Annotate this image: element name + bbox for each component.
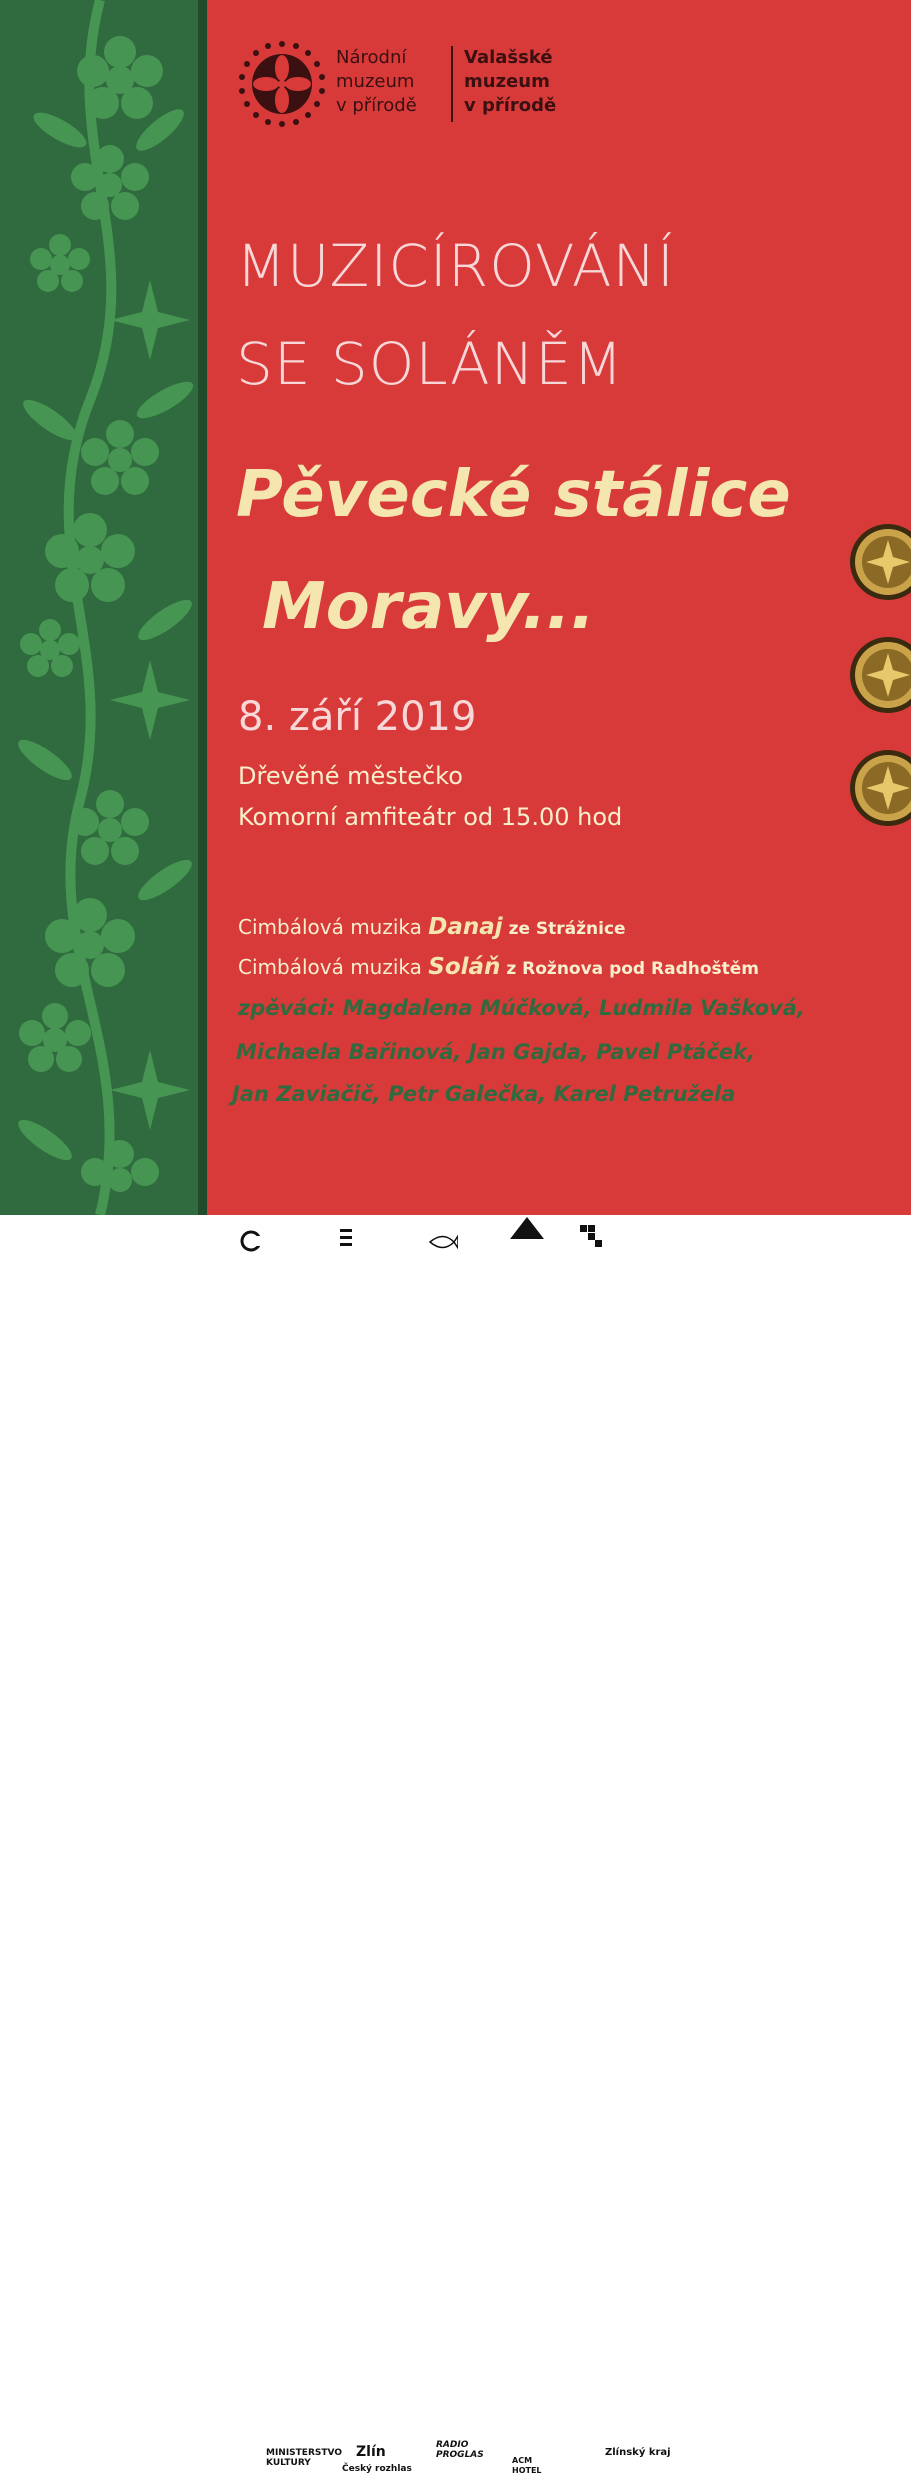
event-date: 8. září 2019 bbox=[238, 694, 477, 740]
sponsor-zlinsky-kraj: Zlínský kraj bbox=[605, 2447, 671, 2458]
zlin-radio-logo-icon bbox=[340, 1229, 354, 1247]
band-prefix: Cimbálová muzika bbox=[238, 915, 429, 939]
band-place: ze Strážnice bbox=[502, 919, 626, 939]
poster-background bbox=[0, 0, 911, 1215]
sponsor-footer bbox=[0, 1215, 911, 2475]
folk-button-icon bbox=[848, 522, 911, 602]
proglas-fish-logo-icon bbox=[428, 1231, 458, 1253]
band-name: Danaj bbox=[428, 914, 503, 940]
venue-line-1: Dřevěné městečko bbox=[238, 762, 463, 790]
subtitle-line-2: Moravy... bbox=[262, 570, 595, 644]
sponsor-proglas: RADIO PROGLAS bbox=[436, 2440, 484, 2460]
band-name: Soláň bbox=[428, 954, 501, 980]
folk-button-icon bbox=[848, 635, 911, 715]
singers-line-2: Michaela Bařinová, Jan Gajda, Pavel Ptáček, bbox=[236, 1040, 756, 1064]
sponsor-ministerstvo: MINISTERSTVO KULTURY bbox=[266, 2448, 342, 2468]
logo-name-wallachian: Valašské muzeum v přírodě bbox=[464, 47, 557, 116]
singers-line-3: Jan Zaviačič, Petr Galečka, Karel Petružela bbox=[232, 1082, 736, 1106]
singers-line-1: zpěváci: Magdalena Múčková, Ludmila Vašková, bbox=[238, 996, 805, 1020]
title-line-2: SE SOLÁNĚM bbox=[236, 330, 624, 398]
band-line-1 bbox=[238, 914, 626, 940]
logo-name-national: Národní muzeum v přírodě bbox=[336, 47, 417, 116]
folk-button-icon bbox=[848, 748, 911, 828]
band-place: z Rožnova pod Radhoštěm bbox=[500, 959, 760, 979]
band-line-2 bbox=[238, 954, 759, 980]
acm-hotel-logo-icon bbox=[510, 1217, 544, 1239]
zlinsky-kraj-logo-icon bbox=[580, 1225, 602, 1247]
museum-logo bbox=[238, 40, 598, 130]
sponsor-acm: ACM HOTEL bbox=[512, 2456, 542, 2475]
band-prefix: Cimbálová muzika bbox=[238, 955, 429, 979]
museum-emblem-icon bbox=[238, 40, 326, 128]
title-line-1: MUZICÍROVÁNÍ bbox=[236, 232, 675, 300]
subtitle-line-1: Pěvecké stálice bbox=[236, 458, 791, 532]
venue-line-2: Komorní amfiteátr od 15.00 hod bbox=[238, 803, 623, 831]
logo-divider bbox=[451, 46, 453, 122]
ministerstvo-kultury-logo-icon bbox=[240, 1230, 262, 1252]
floral-ornament bbox=[0, 0, 200, 1215]
sponsor-zlin: Zlín bbox=[356, 2444, 386, 2460]
sponsor-cesky-rozhlas: Český rozhlas bbox=[342, 2464, 412, 2474]
